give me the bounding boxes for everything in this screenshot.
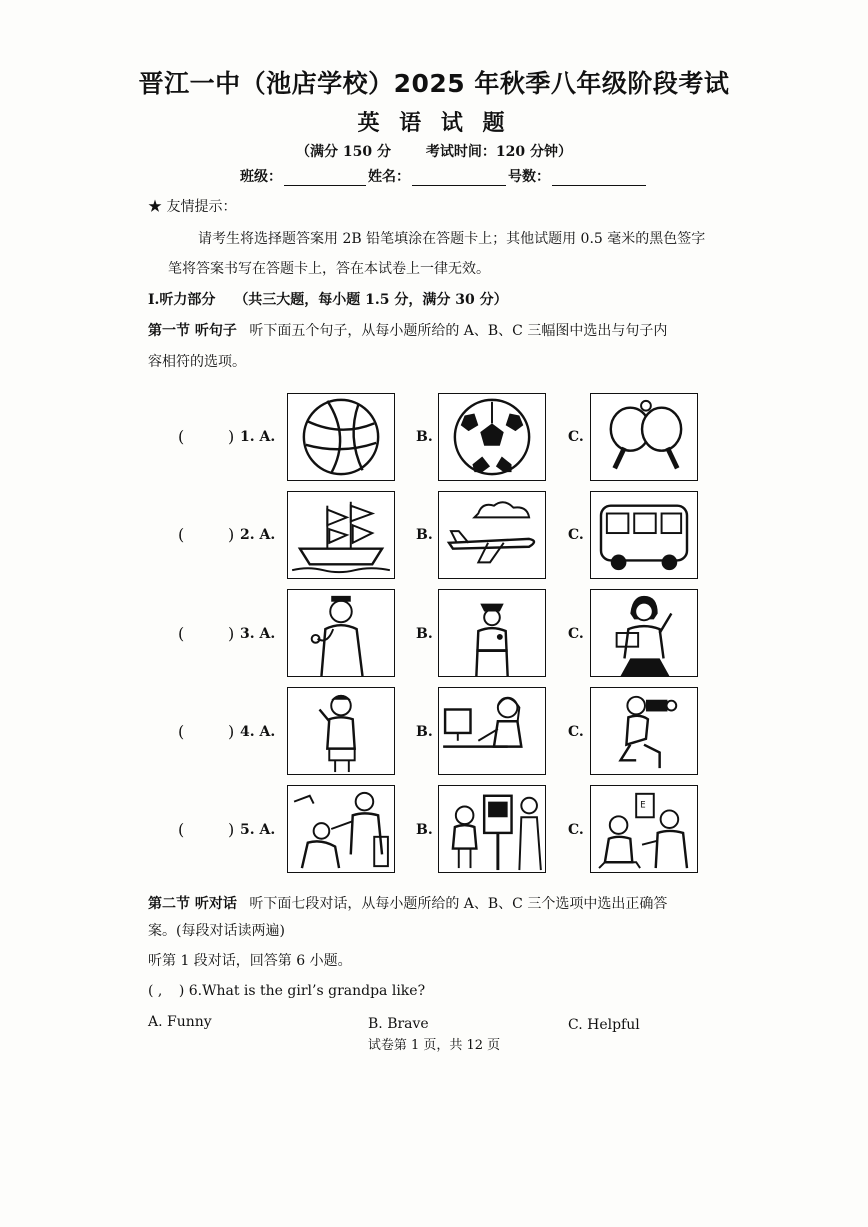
number-label: 号数： <box>508 169 550 185</box>
dialog-1-instruction: 听第 1 段对话，回答第 6 小题。 <box>148 953 352 969</box>
answer-paren-close: ) <box>228 427 235 446</box>
exam-subject: 英 语 试 题 <box>357 111 511 136</box>
boy-eating-icon[interactable] <box>287 687 395 775</box>
question-6-stem: ) 6.What is the girl’s grandpa like? <box>178 983 426 999</box>
section1-instr-2: 容相符的选项。 <box>148 354 246 370</box>
option-b-label: B. <box>416 429 433 445</box>
full-score: （满分 150 分 <box>296 144 391 160</box>
sailing-ship-icon[interactable] <box>287 491 395 579</box>
option-c-label: C. <box>568 527 584 543</box>
option-b-label: B. <box>416 822 433 838</box>
section2-label: 第二节 听对话 <box>148 896 237 912</box>
part1-title: I.听力部分 <box>148 292 216 308</box>
answer-paren-close: ) <box>228 820 235 839</box>
exam-time: 考试时间：120 分钟） <box>425 144 572 160</box>
option-c-label: C. <box>568 429 584 445</box>
notice-line-1: 请考生将选择题答案用 2B 铅笔填涂在答题卡上；其他试题用 0.5 毫米的黑色签字 <box>198 231 706 247</box>
question-number: 1. A. <box>240 429 276 445</box>
exam-meta <box>0 141 868 161</box>
question-6 <box>148 983 425 999</box>
name-blank[interactable] <box>412 171 506 186</box>
answer-paren-open[interactable]: ( <box>178 722 185 741</box>
answer-paren-open[interactable]: ( <box>178 427 185 446</box>
option-b-label: B. <box>416 527 433 543</box>
doctor-icon[interactable] <box>287 589 395 677</box>
student-info-fields <box>240 166 648 186</box>
basketball-icon[interactable] <box>287 393 395 481</box>
police-officer-icon[interactable] <box>438 589 546 677</box>
answer-paren-q6[interactable]: ( , <box>148 983 163 999</box>
option-b-label: B. <box>416 724 433 740</box>
question-number: 2. A. <box>240 527 276 543</box>
answer-paren-open[interactable]: ( <box>178 624 185 643</box>
section2-instruction <box>148 893 667 913</box>
svg-text:E: E <box>640 800 646 811</box>
option-c-label: C. <box>568 626 584 642</box>
section2-instr-2: 案。(每段对话读两遍) <box>148 923 285 939</box>
answer-paren-close: ) <box>228 624 235 643</box>
section1-label: 第一节 听句子 <box>148 323 237 339</box>
option-a[interactable]: A. Funny <box>148 1014 212 1030</box>
ping-pong-bats-icon[interactable] <box>590 393 698 481</box>
answer-paren-close: ) <box>228 525 235 544</box>
part1-heading <box>148 289 508 309</box>
number-blank[interactable] <box>552 171 646 186</box>
part1-info: （共三大题，每小题 1.5 分，满分 30 分） <box>234 292 508 308</box>
option-b-label: B. <box>416 626 433 642</box>
option-c-label: C. <box>568 724 584 740</box>
section1-instruction <box>148 320 667 340</box>
answer-paren-open[interactable]: ( <box>178 525 185 544</box>
question-number: 4. A. <box>240 724 276 740</box>
notice-line-2: 笔将答案书写在答题卡上，答在本试卷上一律无效。 <box>168 261 490 277</box>
name-label: 姓名： <box>368 169 410 185</box>
page-footer: 试卷第 1 页，共 12 页 <box>367 1038 501 1053</box>
question-number: 3. A. <box>240 626 276 642</box>
class-label: 班级： <box>240 169 282 185</box>
section2-instr-1: 听下面七段对话，从每小题所给的 A、B、C 三个选项中选出正确答 <box>249 896 668 912</box>
boy-vending-machine-icon[interactable] <box>438 785 546 873</box>
question-number: 5. A. <box>240 822 276 838</box>
girl-computer-icon[interactable] <box>438 687 546 775</box>
option-c-label: C. <box>568 822 584 838</box>
class-blank[interactable] <box>284 171 366 186</box>
answer-paren-close: ) <box>228 722 235 741</box>
notice-heading: ★ 友情提示： <box>148 199 237 215</box>
teacher-icon[interactable] <box>590 589 698 677</box>
option-c[interactable]: C. Helpful <box>568 1017 640 1033</box>
bus-icon[interactable] <box>590 491 698 579</box>
airplane-icon[interactable] <box>438 491 546 579</box>
section1-instr-1: 听下面五个句子，从每小题所给的 A、B、C 三幅图中选出与句子内 <box>249 323 668 339</box>
photographer-icon[interactable] <box>590 687 698 775</box>
answer-paren-open[interactable]: ( <box>178 820 185 839</box>
football-icon[interactable] <box>438 393 546 481</box>
exam-title: 晋江一中（池店学校）2025 年秋季八年级阶段考试 <box>138 69 730 98</box>
option-b[interactable]: B. Brave <box>368 1016 429 1032</box>
eye-test-icon[interactable] <box>590 785 698 873</box>
dentist-icon[interactable] <box>287 785 395 873</box>
